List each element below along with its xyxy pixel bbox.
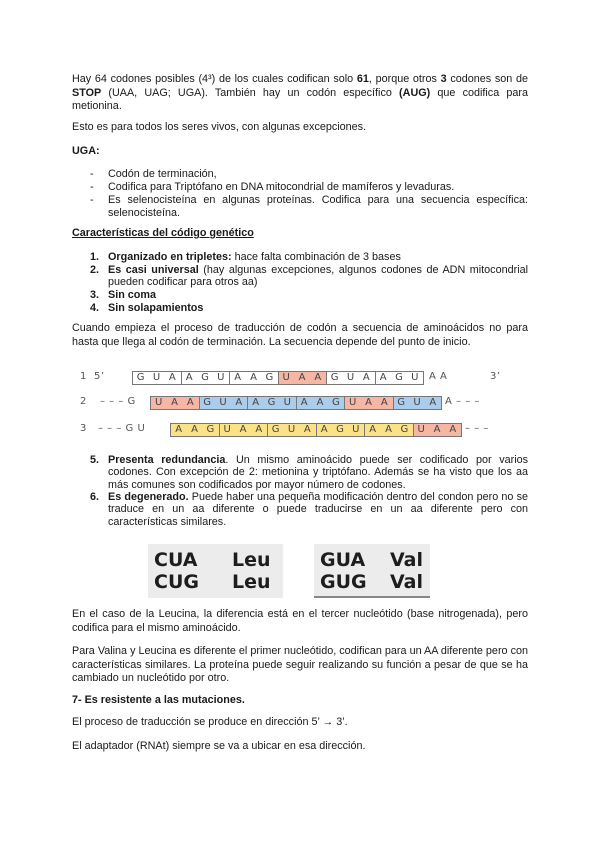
amino-acid-label: Leu — [232, 571, 271, 593]
codon-box: A G U — [316, 423, 366, 437]
valine-paragraph: Para Valina y Leucina es diferente el primer nucleótido, codifican para un AA diferente pero con características similares. La proteína puede seguir realizando su función a pesar de que se ha cambiado un nucleótido por otro. — [72, 645, 528, 685]
intro-text-5: que codifica para metionina. — [72, 86, 528, 113]
intro-text-2: , porque otros — [368, 73, 441, 85]
codon-box: A G U — [375, 371, 425, 385]
features-heading: Características del código genético — [72, 227, 254, 239]
codon-label: CUG — [154, 571, 199, 593]
intro-count-3: 3 — [440, 73, 447, 85]
codon-box: G U A — [393, 396, 443, 410]
codon-box: A A G — [364, 423, 414, 437]
reading-frame-row — [80, 396, 520, 410]
codon-box: U A A — [150, 396, 200, 410]
codon-box: G U A — [132, 371, 182, 385]
frame-lead: 5’ — [94, 371, 105, 382]
codon-label: GUG — [320, 571, 367, 593]
leucine-codon-panel — [148, 544, 283, 598]
codon-box: G U A — [267, 423, 317, 437]
codon-label: GUA — [320, 549, 366, 571]
frame-lead: – – – G — [100, 396, 136, 407]
codon-box: U A A — [278, 371, 328, 385]
adapter-paragraph: El adaptador (RNAt) siempre se va a ubicar en esa dirección. — [72, 740, 366, 752]
codon-box: G U A — [326, 371, 376, 385]
intro-count-61: 61 — [356, 73, 369, 85]
codon-box: G U A — [199, 396, 249, 410]
direction-paragraph: El proceso de traducción se produce en dirección 5’ → 3’. — [72, 716, 348, 728]
reading-frame-row — [80, 371, 520, 385]
translation-paragraph: Cuando empieza el proceso de traducción de codón a secuencia de aminoácidos no para hasta que llega al codón de terminación. La secuencia depende del punto de inicio. — [72, 322, 528, 348]
intro-stop: STOP — [72, 86, 102, 99]
codon-box: A G U — [247, 396, 297, 410]
intro-text-4: (UAA, UAG; UGA). También hay un codón específico — [101, 86, 400, 99]
amino-acid-label: Val — [390, 571, 423, 593]
frame-lead: – – – G U — [98, 423, 146, 434]
codon-box: A A G — [170, 423, 220, 437]
frame-tail: – – – — [465, 423, 489, 434]
all-living-note: Esto es para todos los seres vivos, con algunas excepciones. — [72, 121, 367, 133]
intro-aug: (AUG) — [399, 86, 431, 99]
codon-box: A A G — [229, 371, 279, 385]
frame-tail: A – – – — [445, 396, 480, 407]
amino-acid-label: Val — [390, 549, 423, 571]
codon-box: U A A — [413, 423, 463, 437]
frame-number: 3 — [80, 423, 87, 434]
intro-text-1: Hay 64 codones posibles (4³) de los cuales codifican solo — [72, 73, 357, 85]
codon-box: U A A — [219, 423, 269, 437]
intro-text-3: codones son de — [446, 73, 528, 85]
codon-box: A G U — [181, 371, 231, 385]
codon-label: CUA — [154, 549, 198, 571]
intro-paragraph — [72, 73, 528, 114]
codon-box: U A A — [344, 396, 394, 410]
resistance-heading: 7- Es resistente a las mutaciones. — [72, 694, 245, 706]
frame-number: 1 — [80, 371, 87, 382]
amino-acid-label: Leu — [232, 549, 271, 571]
valine-codon-panel — [314, 544, 430, 598]
panel-underline — [314, 596, 430, 598]
uga-heading: UGA: — [72, 145, 100, 157]
leucine-paragraph: En el caso de la Leucina, la diferencia está en el tercer nucleótido (base nitrogenada), pero codifica para el mismo aminoácido. — [72, 608, 528, 634]
frame-end: 3’ — [490, 371, 501, 382]
codon-box: A A G — [296, 396, 346, 410]
frame-number: 2 — [80, 396, 87, 407]
frame-tail: A A — [429, 371, 448, 382]
reading-frame-row — [80, 423, 520, 437]
